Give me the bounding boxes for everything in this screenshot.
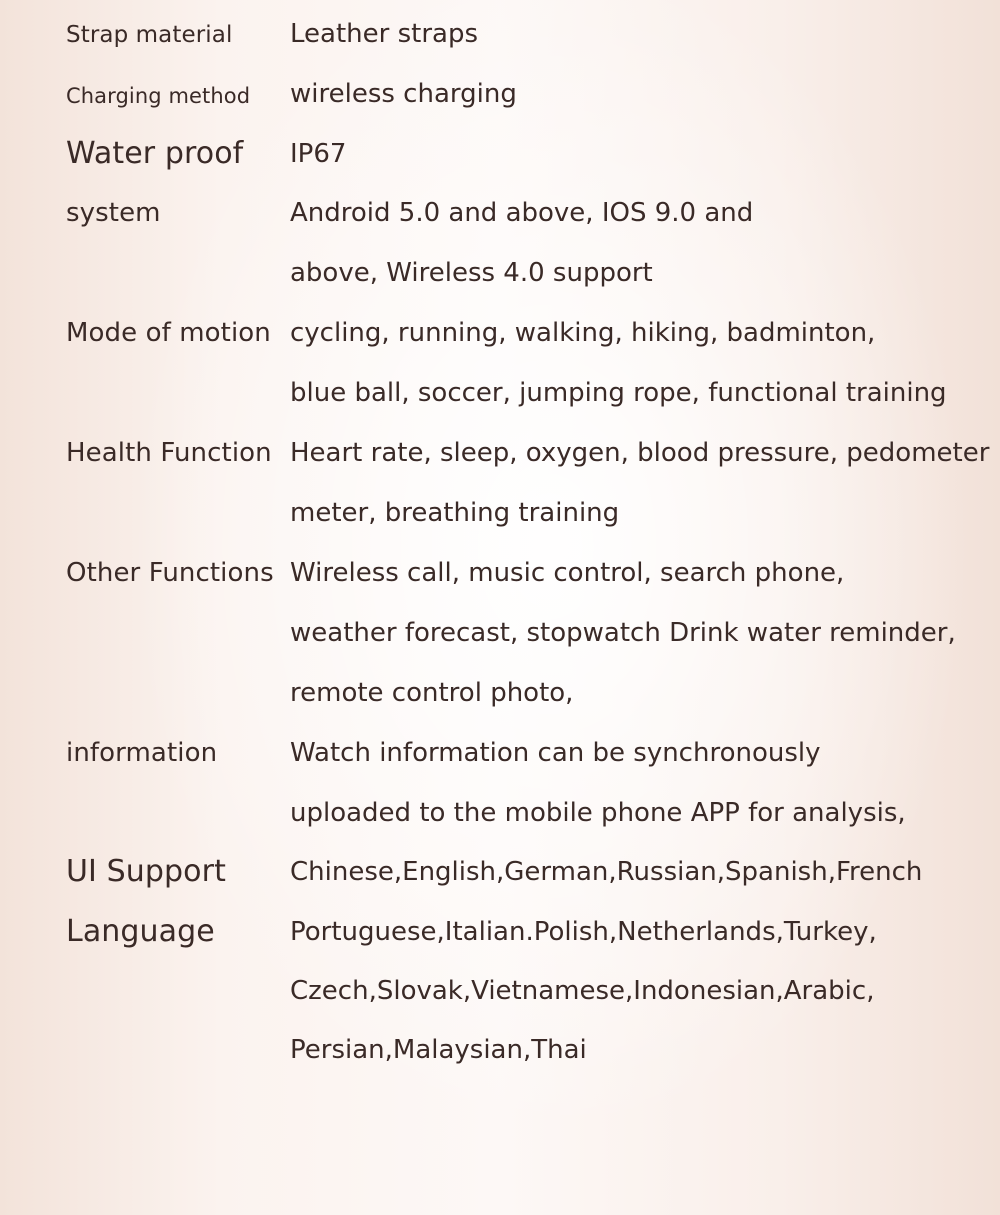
spec-value-line: uploaded to the mobile phone APP for analysis, [290,798,906,828]
spec-label: Water proof [66,136,244,171]
spec-label: Mode of motion [66,318,271,348]
spec-value-line: meter, breathing training [290,498,620,528]
spec-value-line: Heart rate, sleep, oxygen, blood pressure, pedometer [290,438,990,468]
spec-label: Strap material [66,22,233,48]
spec-label: Charging method [66,84,251,108]
spec-value-line: Czech,Slovak,Vietnamese,Indonesian,Arabic, [290,976,875,1006]
spec-value-line: cycling, running, walking, hiking, badminton, [290,318,876,348]
spec-value-line: Portuguese,Italian.Polish,Netherlands,Turkey, [290,917,877,947]
spec-label-continued: Language [66,914,215,949]
spec-label: system [66,198,161,228]
spec-label: information [66,738,218,768]
spec-value-line: Watch information can be synchronously [290,738,821,768]
spec-value-line: IP67 [290,139,347,169]
spec-value-line: Android 5.0 and above, IOS 9.0 and [290,198,754,228]
spec-value-line: remote control photo, [290,678,574,708]
spec-value-line: Leather straps [290,19,478,49]
spec-label: Health Function [66,438,272,468]
spec-value-line: Wireless call, music control, search phone, [290,558,845,588]
spec-value-line: weather forecast, stopwatch Drink water reminder, [290,618,956,648]
spec-label: UI Support [66,854,226,889]
spec-value-line: Persian,Malaysian,Thai [290,1035,587,1065]
spec-label: Other Functions [66,558,274,588]
spec-value-line: above, Wireless 4.0 support [290,258,653,288]
spec-value-line: wireless charging [290,79,517,109]
spec-value-line: Chinese,English,German,Russian,Spanish,French [290,857,923,887]
spec-value-line: blue ball, soccer, jumping rope, functional training [290,378,947,408]
